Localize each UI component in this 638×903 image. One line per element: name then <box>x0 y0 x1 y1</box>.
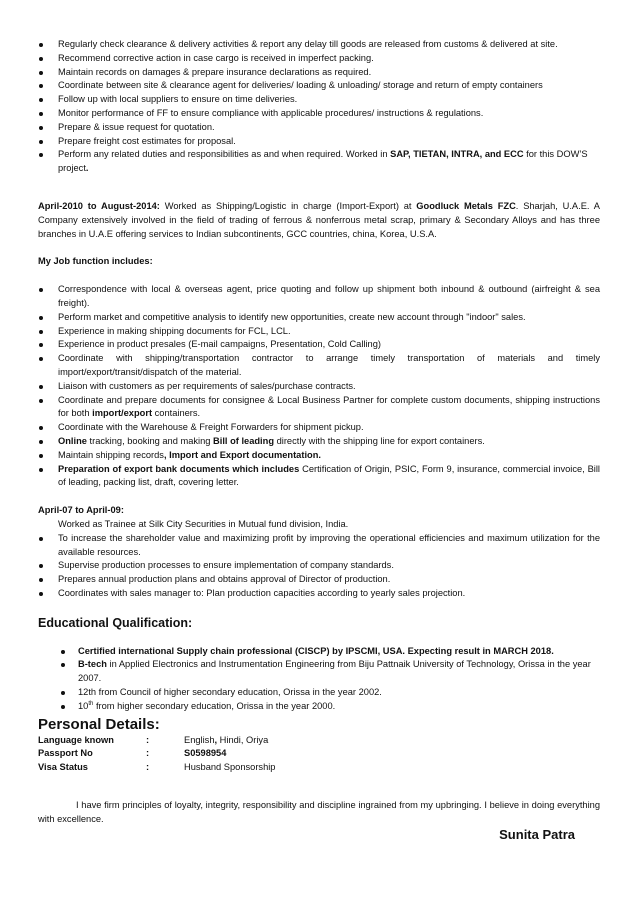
list-item <box>38 394 600 422</box>
detail-separator: : <box>146 748 150 759</box>
education-list <box>38 645 600 714</box>
list-item <box>38 658 600 686</box>
detail-separator: : <box>146 734 150 745</box>
list-item: Certified international Supply chain professional (CISCP) by IPSCMI, USA. Expecting result in MARCH 2018. <box>38 645 600 659</box>
detail-key: Passport No <box>38 748 93 759</box>
personal-details-table <box>38 734 275 775</box>
list-item: Regularly check clearance & delivery activities & report any delay till goods are released from customs & delivered at site. <box>38 38 600 52</box>
item-bold-text: Online <box>58 435 87 446</box>
job-line: Worked as Trainee at Silk City Securities in Mutual fund division, India. <box>58 518 349 529</box>
personal-details-heading: Personal Details: <box>38 715 160 733</box>
list-item: Perform market and competitive analysis to identify new opportunities, create new account through "indoor" sales. <box>38 311 600 325</box>
list-item <box>38 148 600 176</box>
list-item <box>38 700 600 714</box>
job-period: April-2010 to August-2014: <box>38 200 160 211</box>
list-item: Liaison with customers as per requirements of sales/purchase contracts. <box>38 380 600 394</box>
job-function-heading: My Job function includes: <box>38 256 153 267</box>
list-item: Experience in product presales (E-mail campaigns, Presentation, Cold Calling) <box>38 338 600 352</box>
detail-key: Visa Status <box>38 762 88 773</box>
education-heading: Educational Qualification: <box>38 615 193 630</box>
resume-page <box>38 38 600 827</box>
list-item: Recommend corrective action in case cargo is received in imperfect packing. <box>38 52 600 66</box>
item-text: tracking, booking and making <box>86 435 214 446</box>
list-item: Monitor performance of FF to ensure compliance with applicable procedures/ instructions & regulations. <box>38 107 600 121</box>
item-text: containers. <box>152 408 201 419</box>
item-text: Certification of Origin, PSIC, Form 9, insurance, commercial invoice, Bill of leading, packing list, draft, covering letter. <box>58 463 600 488</box>
list-item <box>38 463 600 491</box>
job-period: April-07 to April-09: <box>38 505 124 516</box>
item-bold-text: . <box>85 163 89 174</box>
job-description <box>38 200 600 241</box>
item-bold-text: Bill of leading <box>213 435 274 446</box>
list-item: Prepares annual production plans and obtains approval of Director of production. <box>38 573 600 587</box>
item-text: Perform any related duties and responsibilities as and when required. Worked in <box>58 149 391 160</box>
list-item: Coordinates with sales manager to: Plan production capacities according to yearly sales projection. <box>38 587 600 601</box>
item-bold-text: SAP, TIETAN, INTRA, and ECC <box>390 149 524 160</box>
item-bold-text: , Import and Export documentation. <box>163 449 321 460</box>
value-text: , <box>214 734 218 745</box>
job-duties-list <box>38 532 600 601</box>
job-text: . Sharjah, U.A.E. A Company extensively involved in the field of trading of ferrous & nonferrous metal scrap, primary & Secondary Alloys and has three branches in U.A.E offering services to Indian subcontinents, GCC countries, china, Korea, U.S.A. <box>38 200 600 239</box>
value-text: Hindi, Oriya <box>217 734 269 745</box>
declaration-text: I have firm principles of loyalty, integrity, responsibility and discipline ingrained from my upbringing. I believe in doing everything with excellence. <box>38 800 600 824</box>
item-text: 10 <box>78 700 89 711</box>
responsibilities-list <box>38 38 600 176</box>
list-item: To increase the shareholder value and maximizing profit by improving the operational efficiencies and maximum utilization for the available resources. <box>38 532 600 560</box>
list-item: Coordinate with the Warehouse & Freight Forwarders for shipment pickup. <box>38 421 600 435</box>
table-row <box>38 747 275 761</box>
list-item: Maintain records on damages & prepare insurance declarations as required. <box>38 66 600 80</box>
item-bold-text: import/export <box>92 408 153 419</box>
list-item: Prepare & issue request for quotation. <box>38 121 600 135</box>
value-text: English <box>184 734 215 745</box>
job-function-list <box>38 283 600 490</box>
table-row <box>38 761 275 775</box>
detail-value <box>184 734 275 748</box>
list-item: 12th from Council of higher secondary education, Orissa in the year 2002. <box>38 686 600 700</box>
detail-value: Husband Sponsorship <box>184 762 276 773</box>
list-item: Experience in making shipping documents for FCL, LCL. <box>38 325 600 339</box>
list-item <box>38 449 600 463</box>
table-row <box>38 734 275 748</box>
item-text: in Applied Electronics and Instrumentation Engineering from Biju Pattnaik University of Technology, Orissa in the year 2007. <box>78 659 591 684</box>
job-text: Worked as Shipping/Logistic in charge (Import-Export) at <box>159 200 417 211</box>
company-name: Goodluck Metals FZC <box>416 200 516 211</box>
list-item: Follow up with local suppliers to ensure on time deliveries. <box>38 93 600 107</box>
list-item <box>38 435 600 449</box>
superscript: th <box>88 700 94 707</box>
item-text: Maintain shipping records <box>58 449 164 460</box>
list-item: Coordinate between site & clearance agent for deliveries/ loading & unloading/ storage and return of empty containers <box>38 79 600 93</box>
detail-key: Language known <box>38 734 114 745</box>
signature-name: Sunita Patra <box>499 827 575 842</box>
list-item: Prepare freight cost estimates for proposal. <box>38 135 600 149</box>
item-bold-text: Preparation of export bank documents which includes <box>58 463 300 474</box>
detail-separator: : <box>146 762 150 773</box>
item-text: from higher secondary education, Orissa in the year 2000. <box>93 700 336 711</box>
list-item: Coordinate with shipping/transportation contractor to arrange timely transportation of materials and timely import/export/transit/dispatch of the material. <box>38 352 600 380</box>
detail-value: S0598954 <box>184 748 227 759</box>
list-item: Correspondence with local & overseas agent, price quoting and follow up shipment both inbound & outbound (airfreight & sea freight). <box>38 283 600 311</box>
list-item: Supervise production processes to ensure implementation of company standards. <box>38 559 600 573</box>
item-bold-text: B-tech <box>78 659 107 670</box>
item-text: for this DOW’S project <box>58 149 588 174</box>
item-text: directly with the shipping line for export containers. <box>274 435 485 446</box>
item-text: Coordinate and prepare documents for consignee & Local Business Partner for complete custom documents, shipping instructions for both <box>58 394 600 419</box>
